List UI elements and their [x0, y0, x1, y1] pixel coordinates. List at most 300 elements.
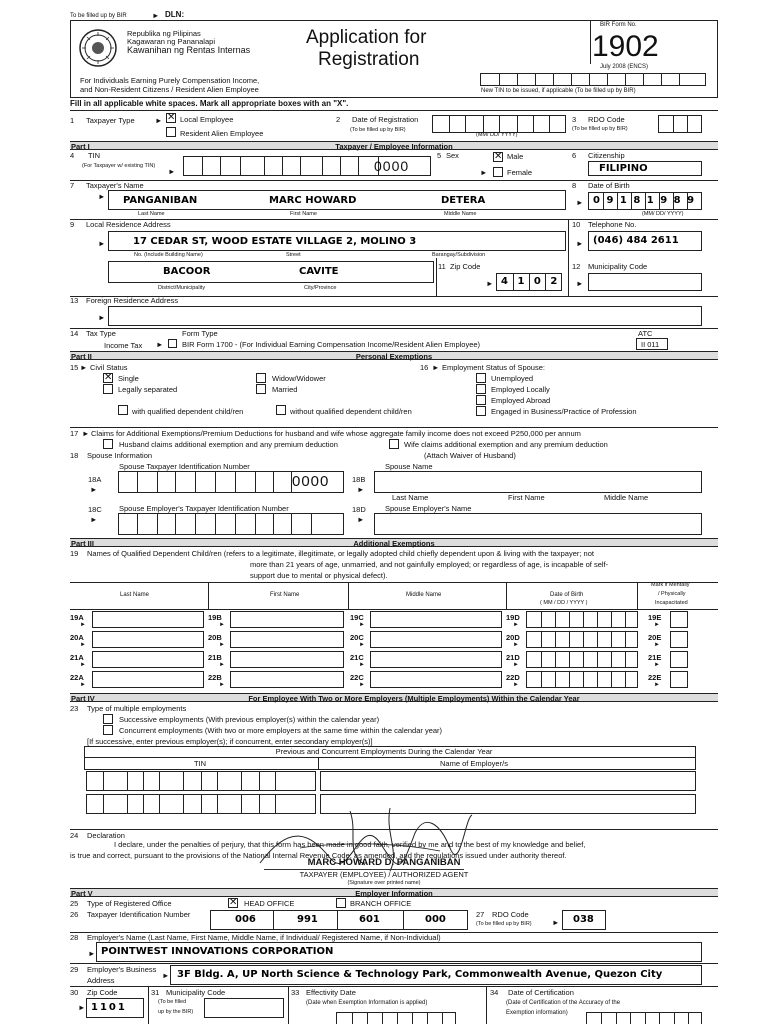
sub-label: Middle Name — [604, 493, 649, 502]
arrow-icon: ► — [90, 485, 98, 494]
sub-label: (To be filled — [158, 999, 187, 1005]
tin-part-4: 000 — [425, 914, 446, 925]
arrow-icon: ► — [80, 662, 86, 668]
employed-abroad-checkbox[interactable] — [476, 395, 486, 405]
head-office-label: HEAD OFFICE — [244, 899, 295, 908]
signature-sub: (Signature over printed name) — [347, 880, 421, 886]
item-num: 13 — [70, 296, 79, 305]
agency-line-3: Kawanihan ng Rentas Internas — [127, 45, 251, 55]
field-code: 18C — [88, 505, 102, 514]
arrow-icon: ► — [359, 622, 365, 628]
local-employee-checkbox[interactable]: ✕ — [167, 112, 176, 123]
item-num: 25 — [70, 899, 79, 908]
incapacitated-checkbox[interactable] — [670, 671, 688, 688]
part-label: Part V — [71, 889, 93, 898]
without-dependent-label: without qualified dependent child/ren — [290, 407, 412, 416]
bir-seal-icon — [78, 28, 118, 68]
spouse-name-field[interactable] — [374, 471, 702, 493]
item-num: 9 — [70, 220, 75, 229]
part-label: Part II — [71, 352, 92, 361]
arrow-icon: ► — [654, 622, 660, 628]
item-num: 4 — [70, 151, 75, 160]
arrow-icon: ► — [80, 363, 88, 372]
field-code: 21B — [208, 653, 222, 662]
column-header: Date of Birth — [550, 592, 584, 598]
dependent-middle-name-field[interactable] — [370, 671, 502, 688]
single-label: Single — [118, 374, 139, 383]
dependent-first-name-field[interactable] — [230, 651, 344, 668]
column-header: TIN — [194, 759, 207, 768]
arrow-icon: ► — [88, 949, 96, 958]
tin-sub: (For Taxpayer w/ existing TIN) — [82, 163, 156, 169]
arrow-icon: ► — [219, 682, 225, 688]
effectivity-date-field[interactable] — [336, 1012, 456, 1024]
field-code: 18B — [352, 475, 366, 484]
citizenship-label: Citizenship — [588, 151, 625, 160]
employer-name-label: Employer's Name (Last Name, First Name, Middle Name, if Individual/ Registered Name, if Non-Individual) — [87, 933, 441, 942]
dependent-middle-name-field[interactable] — [370, 631, 502, 648]
item-num: 7 — [70, 181, 75, 190]
arrow-icon: ► — [486, 279, 494, 288]
employer-rdo-field[interactable] — [562, 910, 606, 930]
tin-part-1: 006 — [235, 914, 256, 925]
employer-zip-value: 1101 — [91, 1002, 127, 1013]
item-num: 29 — [70, 965, 79, 974]
column-header: Mark if Mentally — [651, 582, 690, 588]
phone-value: (046) 484 2611 — [593, 235, 679, 246]
item-num: 33 — [291, 988, 300, 997]
certification-date-label: Date of Certification — [508, 988, 574, 997]
incapacitated-checkbox[interactable] — [670, 631, 688, 648]
employer-name-field[interactable] — [96, 942, 702, 962]
taxpayer-name-label: Taxpayer's Name — [86, 181, 144, 190]
sub-label: First Name — [508, 493, 545, 502]
field-code: 21D — [506, 653, 520, 662]
sub-label: No. (Include Building Name) — [134, 252, 203, 258]
municipality-code-field[interactable] — [588, 273, 702, 291]
arrow-icon: ► — [513, 682, 519, 688]
form-number: 1902 — [592, 30, 659, 63]
arrow-icon: ► — [359, 662, 365, 668]
employments-table-title: Previous and Concurrent Employments During the Calendar Year — [275, 747, 493, 756]
field-code: 19B — [208, 613, 222, 622]
column-header: Incapacitated — [655, 600, 688, 606]
employer-name-value: POINTWEST INNOVATIONS CORPORATION — [101, 946, 334, 957]
for-line-2: and Non-Resident Citizens / Resident Alien Employee — [80, 85, 259, 94]
item-num: 16 — [420, 363, 429, 372]
form-type-label: Form Type — [182, 329, 218, 338]
head-office-checkbox[interactable]: ✕ — [229, 897, 238, 908]
certification-date-field[interactable] — [586, 1012, 702, 1024]
dependent-last-name-field[interactable] — [92, 671, 204, 688]
spouse-name-label: Spouse Name — [385, 462, 433, 471]
arrow-icon: ► — [654, 682, 660, 688]
business-label: Engaged in Business/Practice of Profession — [491, 407, 637, 416]
column-header: Name of Employer/s — [440, 759, 508, 768]
field-code: 20B — [208, 633, 222, 642]
multiple-employment-note: [If successive, enter previous employer(s); if concurrent, enter secondary employer(s)] — [87, 737, 373, 746]
employer-zip-label: Zip Code — [87, 988, 118, 997]
widow-label: Widow/Widower — [272, 374, 326, 383]
registration-date-sub: (To be filled up by BIR) — [350, 127, 406, 133]
arrow-icon: ► — [219, 662, 225, 668]
dependent-last-name-field[interactable] — [92, 611, 204, 628]
item-num: 18 — [70, 451, 79, 460]
male-checkbox[interactable]: ✕ — [494, 151, 503, 162]
employer-tin-field-1[interactable] — [86, 771, 316, 791]
agency-line-2: Kagawaran ng Pananalapi — [127, 37, 215, 46]
declaration-text-1: I declare, under the penalties of perjury, that this form has been made in good faith, verified by me and to the best of my knowledge and belief, — [114, 840, 586, 849]
dependent-first-name-field[interactable] — [230, 671, 344, 688]
signer-role: TAXPAYER (EMPLOYEE) / AUTHORIZED AGENT — [299, 870, 469, 879]
address-value: 17 CEDAR ST, WOOD ESTATE VILLAGE 2, MOLINO 3 — [133, 236, 417, 247]
dependents-desc-2: more than 21 years of age, unmarried, and not gainfully employed; or regardless of age, is incapable of self- — [250, 560, 609, 569]
atc-field[interactable] — [636, 338, 668, 350]
branch-office-label: BRANCH OFFICE — [350, 899, 412, 908]
successive-label: Successive employments (With previous employer(s) within the calendar year) — [119, 715, 380, 724]
item-num: 31 — [151, 988, 160, 997]
item-num: 24 — [70, 831, 79, 840]
employed-locally-label: Employed Locally — [491, 385, 550, 394]
female-label: Female — [507, 168, 533, 177]
arrow-icon: ► — [357, 515, 365, 524]
form-title-2: Registration — [318, 49, 420, 70]
sub-label: City/Province — [304, 285, 337, 291]
income-tax-label: Income Tax — [104, 341, 143, 350]
telephone-field[interactable] — [588, 231, 702, 251]
married-label: Married — [272, 385, 298, 394]
form-1700-checkbox[interactable] — [168, 339, 177, 348]
part-title: Additional Exemptions — [353, 539, 435, 548]
married-checkbox[interactable] — [256, 384, 266, 394]
column-header: Last Name — [120, 592, 150, 598]
arrow-icon: ► — [80, 622, 86, 628]
field-code: 22C — [350, 673, 364, 682]
column-header-sub: ( MM / DD / YYYY ) — [540, 600, 588, 606]
item-num: 12 — [572, 262, 581, 271]
for-line-1: For Individuals Earning Purely Compensation Income, — [80, 76, 260, 85]
arrow-icon: ► — [98, 192, 106, 201]
arrow-icon: ► — [357, 485, 365, 494]
employed-locally-checkbox[interactable] — [476, 384, 486, 394]
item-num: 28 — [70, 933, 79, 942]
district-city-field[interactable] — [108, 261, 434, 283]
signer-name: MARC HOWARD D. PANGANIBAN — [307, 857, 461, 868]
field-code: 22D — [506, 673, 520, 682]
effectivity-date-sub: (Date when Exemption Information is applied) — [306, 1000, 428, 1006]
with-dependent-checkbox[interactable] — [118, 405, 128, 415]
atc-value: II 011 — [641, 340, 660, 349]
arrow-icon: ► — [513, 662, 519, 668]
field-code: 21A — [70, 653, 84, 662]
part-title: Personal Exemptions — [355, 352, 433, 361]
arrow-icon: ► — [654, 662, 660, 668]
sub-label: Barangay/Subdivision — [432, 252, 486, 258]
form-date: July 2008 (ENCS) — [600, 64, 649, 70]
arrow-icon: ► — [219, 642, 225, 648]
item-num: 30 — [70, 988, 79, 997]
arrow-icon: ► — [168, 167, 176, 176]
column-header: / Physically — [658, 591, 686, 597]
zip-code-label: Zip Code — [450, 262, 481, 271]
arrow-icon: ► — [98, 239, 106, 248]
field-code: 20A — [70, 633, 84, 642]
arrow-icon: ► — [98, 313, 106, 322]
item-num: 23 — [70, 704, 79, 713]
taxpayer-type-label: Taxpayer Type — [86, 116, 135, 125]
branch-office-checkbox[interactable] — [336, 898, 346, 908]
foreign-address-field[interactable] — [108, 306, 702, 326]
dependent-first-name-field[interactable] — [230, 611, 344, 628]
unemployed-label: Unemployed — [491, 374, 534, 383]
item-num: 3 — [572, 115, 577, 124]
item-num: 1 — [70, 116, 75, 125]
spouse-employer-name-field[interactable] — [374, 513, 702, 535]
tin-label: TIN — [88, 151, 101, 160]
part1-band — [70, 141, 718, 150]
arrow-icon: ► — [219, 622, 225, 628]
arrow-icon: ► — [155, 116, 163, 125]
item-num: 17 — [70, 429, 79, 438]
arrow-icon: ► — [90, 515, 98, 524]
dln-label: DLN: — [165, 10, 185, 19]
arrow-icon: ► — [576, 239, 584, 248]
zip-value: 4 1 0 2 — [501, 276, 561, 287]
spouse-employment-label: Employment Status of Spouse: — [442, 363, 545, 372]
legally-separated-label: Legally separated — [118, 385, 178, 394]
spouse-info-label: Spouse Information — [87, 451, 153, 460]
dependent-middle-name-field[interactable] — [370, 611, 502, 628]
widow-checkbox[interactable] — [256, 373, 266, 383]
instructions: Fill in all applicable white spaces. Mark all appropriate boxes with an "X". — [70, 99, 349, 108]
item-num: 5 — [437, 151, 442, 160]
dob-label: Date of Birth — [588, 181, 630, 190]
citizenship-field[interactable] — [588, 161, 702, 176]
employer-address-label-2: Address — [87, 976, 115, 985]
concurrent-label: Concurrent employments (With two or more employers at the same time within the calendar year) — [119, 726, 443, 735]
field-code: 22B — [208, 673, 222, 682]
declaration-text-2: is true and correct, pursuant to the provisions of the National Internal Revenue Code, as amended, and the regulations issued under authority thereof. — [70, 851, 567, 860]
item-num: 2 — [336, 115, 341, 124]
item-num: 11 — [438, 262, 446, 271]
part4-band — [70, 693, 718, 702]
employer-municipality-field[interactable] — [204, 998, 284, 1018]
field-code: 21C — [350, 653, 364, 662]
registered-office-label: Type of Registered Office — [87, 899, 172, 908]
dependent-dob-field[interactable] — [526, 671, 638, 688]
employer-zip-field[interactable] — [86, 998, 144, 1018]
spouse-tin-label: Spouse Taxpayer Identification Number — [119, 462, 250, 471]
item-num: 10 — [572, 220, 581, 229]
form-no-label: BIR Form No. — [600, 22, 637, 28]
sub-label: Last Name — [392, 493, 429, 502]
item-num: 6 — [572, 151, 577, 160]
rdo-code-sub: (To be filled up by BIR) — [572, 126, 628, 132]
sub-label: Last Name — [138, 211, 165, 217]
field-code: 20E — [648, 633, 662, 642]
employed-abroad-label: Employed Abroad — [491, 396, 551, 405]
sub-label: Middle Name — [444, 211, 477, 217]
part5-band — [70, 888, 718, 897]
item-num: 19 — [70, 549, 79, 558]
effectivity-date-label: Effectivity Date — [306, 988, 356, 997]
part-title: Taxpayer / Employee Information — [335, 142, 453, 151]
agency-line-1: Republika ng Pilipinas — [127, 29, 201, 38]
column-header: Middle Name — [406, 592, 442, 598]
successive-checkbox[interactable] — [103, 714, 113, 724]
arrow-icon: ► — [513, 622, 519, 628]
dependent-dob-field[interactable] — [526, 651, 638, 668]
residence-address-label: Local Residence Address — [86, 220, 171, 229]
new-tin-field[interactable] — [480, 73, 706, 86]
arrow-icon: ► — [80, 642, 86, 648]
employer-tin-field[interactable] — [210, 910, 468, 930]
zip-code-field[interactable] — [496, 273, 562, 291]
item-num: 27 — [476, 910, 485, 919]
dependents-desc-3: support due to mental or physical defect). — [250, 571, 388, 580]
dob-field[interactable] — [588, 192, 702, 210]
wife-claims-label: Wife claims additional exemption and any premium deduction — [404, 440, 608, 449]
concurrent-checkbox[interactable] — [103, 725, 113, 735]
declaration-label: Declaration — [87, 831, 125, 840]
single-checkbox[interactable]: ✕ — [104, 372, 113, 383]
part2-band — [70, 351, 718, 360]
item-num: 15 — [70, 363, 79, 372]
multiple-employment-label: Type of multiple employments — [87, 704, 187, 713]
business-checkbox[interactable] — [476, 406, 486, 416]
with-dependent-label: with qualified dependent child/ren — [132, 407, 244, 416]
employer-tin-label: Taxpayer Identification Number — [87, 910, 191, 919]
taxpayer-name-field[interactable] — [108, 190, 566, 210]
dependent-last-name-field[interactable] — [92, 651, 204, 668]
district-value: BACOOR — [163, 266, 211, 277]
spouse-employer-tin-label: Spouse Employer's Taxpayer Identification Number — [119, 504, 289, 513]
employer-address-label: Employer's Business — [87, 965, 157, 974]
middle-name-value: DETERA — [441, 195, 486, 206]
part-label: Part III — [71, 539, 94, 548]
item-num: 14 — [70, 329, 79, 338]
field-code: 22A — [70, 673, 84, 682]
field-code: 19D — [506, 613, 520, 622]
employer-municipality-label: Municipality Code — [166, 988, 226, 997]
item-num: 8 — [572, 181, 577, 190]
employer-address-value: 3F Bldg. A, UP North Science & Technology Park, Commonwealth Avenue, Quezon City — [177, 969, 663, 980]
additional-claims-label: Claims for Additional Exemptions/Premium Deductions for husband and wife whose aggregate family income does not exceed P250,000 per annum — [91, 429, 581, 438]
local-employee-label: Local Employee — [180, 115, 234, 124]
atc-label: ATC — [638, 329, 653, 338]
telephone-label: Telephone No. — [588, 220, 637, 229]
arrow-icon: ► — [359, 682, 365, 688]
part-title: Employer Information — [355, 889, 433, 898]
spouse-employer-tin-field[interactable] — [118, 513, 344, 535]
dependent-dob-field[interactable] — [526, 611, 638, 628]
arrow-icon: ► — [152, 11, 160, 20]
rdo-code-field[interactable] — [658, 115, 702, 133]
form-title-1: Application for — [306, 27, 427, 48]
dependent-first-name-field[interactable] — [230, 631, 344, 648]
field-code: 18A — [88, 475, 102, 484]
sub-label: up by the BIR) — [158, 1009, 194, 1015]
arrow-icon: ► — [80, 682, 86, 688]
registration-date-label: Date of Registration — [352, 115, 419, 124]
legally-separated-checkbox[interactable] — [103, 384, 113, 394]
arrow-icon: ► — [654, 642, 660, 648]
form-type-desc: BIR Form 1700 - (For Individual Earning Compensation Income/Resident Alien Employee) — [182, 340, 481, 349]
dependent-middle-name-field[interactable] — [370, 651, 502, 668]
field-code: 19C — [350, 613, 364, 622]
field-code: 21E — [648, 653, 662, 662]
spouse-employer-name-label: Spouse Employer's Name — [385, 504, 472, 513]
employer-name-field-1[interactable] — [320, 771, 696, 791]
spouse-tin-zeros: 0000 — [292, 473, 330, 490]
certification-date-sub: (Date of Certification of the Accuracy of the — [506, 1000, 621, 1006]
dependent-last-name-field[interactable] — [92, 631, 204, 648]
husband-claims-checkbox[interactable] — [103, 439, 113, 449]
dependents-desc-1: Names of Qualified Dependent Child/ren (refers to a legitimate, illegitimate, or legally adopted child chiefly dependent upon & living with the taxpayer; not — [87, 549, 594, 558]
registration-date-field[interactable] — [432, 115, 566, 133]
arrow-icon: ► — [82, 429, 90, 438]
certification-date-sub-2: Exemption information) — [506, 1010, 568, 1016]
incapacitated-checkbox[interactable] — [670, 651, 688, 668]
sub-label: District/Municipality — [158, 285, 206, 291]
employer-rdo-label: RDO Code — [492, 910, 529, 919]
tin-branch-zeros: 0000 — [374, 158, 410, 174]
waiver-note: (Attach Waiver of Husband) — [424, 451, 516, 460]
male-label: Male — [507, 152, 524, 161]
residence-address-field[interactable] — [108, 231, 566, 251]
part-label: Part IV — [71, 694, 95, 703]
rdo-code-label: RDO Code — [588, 115, 625, 124]
field-code: 19E — [648, 613, 662, 622]
item-num: 34 — [490, 988, 499, 997]
resident-alien-checkbox[interactable] — [166, 127, 176, 137]
field-code: 18D — [352, 505, 366, 514]
dependent-dob-field[interactable] — [526, 631, 638, 648]
arrow-icon: ► — [576, 279, 584, 288]
new-tin-label: New TIN to be issued, if applicable (To be filled up by BIR) — [481, 88, 636, 94]
municipality-code-label: Municipality Code — [588, 262, 648, 271]
tax-type-label: Tax Type — [86, 329, 116, 338]
employer-rdo-sub: (To be filled up by BIR) — [476, 921, 532, 927]
tin-part-2: 991 — [297, 914, 318, 925]
employer-address-field[interactable] — [170, 965, 702, 985]
arrow-icon: ► — [576, 198, 584, 207]
sub-label: Street — [286, 252, 301, 258]
female-checkbox[interactable] — [493, 167, 503, 177]
last-name-value: PANGANIBAN — [123, 195, 198, 206]
column-header: First Name — [270, 592, 300, 598]
wife-claims-checkbox[interactable] — [389, 439, 399, 449]
arrow-icon: ► — [162, 971, 170, 980]
dob-value: 0 9 1 8 1 9 8 9 — [593, 195, 696, 206]
city-value: CAVITE — [299, 266, 339, 277]
unemployed-checkbox[interactable] — [476, 373, 486, 383]
arrow-icon: ► — [359, 642, 365, 648]
part-title: For Employee With Two or More Employers (Multiple Employments) Within the Calendar Year — [248, 694, 580, 703]
sex-label: Sex — [446, 151, 459, 160]
citizenship-value: FILIPINO — [599, 163, 648, 174]
civil-status-label: Civil Status — [90, 363, 128, 372]
sub-label: First Name — [290, 211, 317, 217]
arrow-icon: ► — [432, 363, 440, 372]
sub-label: (MM/ DD/ YYYY) — [642, 211, 684, 217]
bir-use-note: To be filled up by BIR — [70, 13, 127, 19]
arrow-icon: ► — [513, 642, 519, 648]
part-label: Part I — [71, 142, 90, 151]
incapacitated-checkbox[interactable] — [670, 611, 688, 628]
without-dependent-checkbox[interactable] — [276, 405, 286, 415]
part3-band — [70, 538, 718, 547]
